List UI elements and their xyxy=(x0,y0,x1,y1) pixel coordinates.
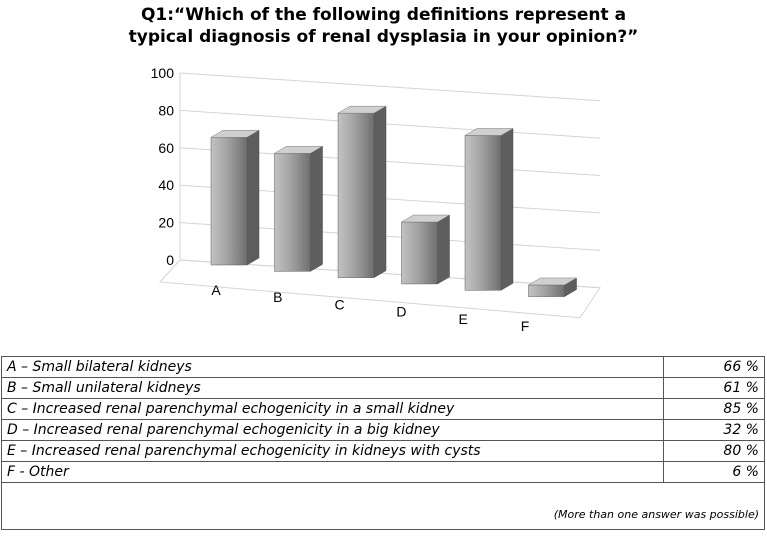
x-tick-label: C xyxy=(334,296,345,313)
bar-F xyxy=(529,278,577,297)
answer-percent: 85 % xyxy=(664,399,765,420)
answer-label: D – Increased renal parenchymal echogenicity in a big kidney xyxy=(2,420,664,441)
bar-front xyxy=(465,135,501,290)
bars xyxy=(211,106,577,296)
bar-front xyxy=(338,113,374,277)
bar-B xyxy=(275,146,323,271)
answer-row xyxy=(2,399,765,420)
bar-front xyxy=(275,153,311,271)
bar-A xyxy=(211,130,259,265)
bar-front xyxy=(529,285,565,297)
answer-percent: 80 % xyxy=(664,441,765,462)
answer-label: E – Increased renal parenchymal echogenicity in kidneys with cysts xyxy=(2,441,664,462)
y-tick-label: 60 xyxy=(158,139,174,156)
answers-table xyxy=(1,356,765,530)
y-tick-label: 20 xyxy=(158,214,174,231)
bar-side xyxy=(247,130,259,265)
bar-front xyxy=(402,222,438,284)
answer-label: F - Other xyxy=(2,462,664,483)
x-tick-label: E xyxy=(458,310,468,327)
x-tick-label: B xyxy=(273,289,283,306)
bar-E xyxy=(465,128,513,290)
answer-percent: 6 % xyxy=(664,462,765,483)
answer-row xyxy=(2,462,765,483)
y-axis-ticks xyxy=(151,65,175,268)
answer-percent: 66 % xyxy=(664,357,765,378)
bar-side xyxy=(374,106,386,277)
answer-row xyxy=(2,441,765,462)
answers-note-row xyxy=(2,483,765,530)
gridline xyxy=(180,73,600,101)
answer-percent: 32 % xyxy=(664,420,765,441)
y-tick-label: 40 xyxy=(158,177,174,194)
bar-C xyxy=(338,106,386,277)
answer-row xyxy=(2,357,765,378)
bar-side xyxy=(501,128,513,290)
x-tick-label: D xyxy=(396,303,407,320)
bar-D xyxy=(402,215,450,284)
answer-row xyxy=(2,420,765,441)
chart-title-line-2: typical diagnosis of renal dysplasia in your opinion?” xyxy=(128,27,639,47)
answer-label: C – Increased renal parenchymal echogenicity in a small kidney xyxy=(2,399,664,420)
answer-percent: 61 % xyxy=(664,378,765,399)
bar-front xyxy=(211,137,247,265)
y-tick-label: 0 xyxy=(166,252,174,268)
y-tick-label: 80 xyxy=(158,102,174,119)
x-tick-label: A xyxy=(211,282,221,298)
answer-label: A – Small bilateral kidneys xyxy=(2,357,664,378)
x-tick-label: F xyxy=(520,318,530,334)
answer-row xyxy=(2,378,765,399)
chart-title-line-1: Q1:“Which of the following definitions represent a xyxy=(140,5,627,25)
bar-side xyxy=(311,146,323,271)
answers-note: (More than one answer was possible) xyxy=(2,483,765,530)
y-tick-label: 100 xyxy=(150,65,174,81)
answer-label: B – Small unilateral kidneys xyxy=(2,378,664,399)
bar-side xyxy=(438,215,450,284)
